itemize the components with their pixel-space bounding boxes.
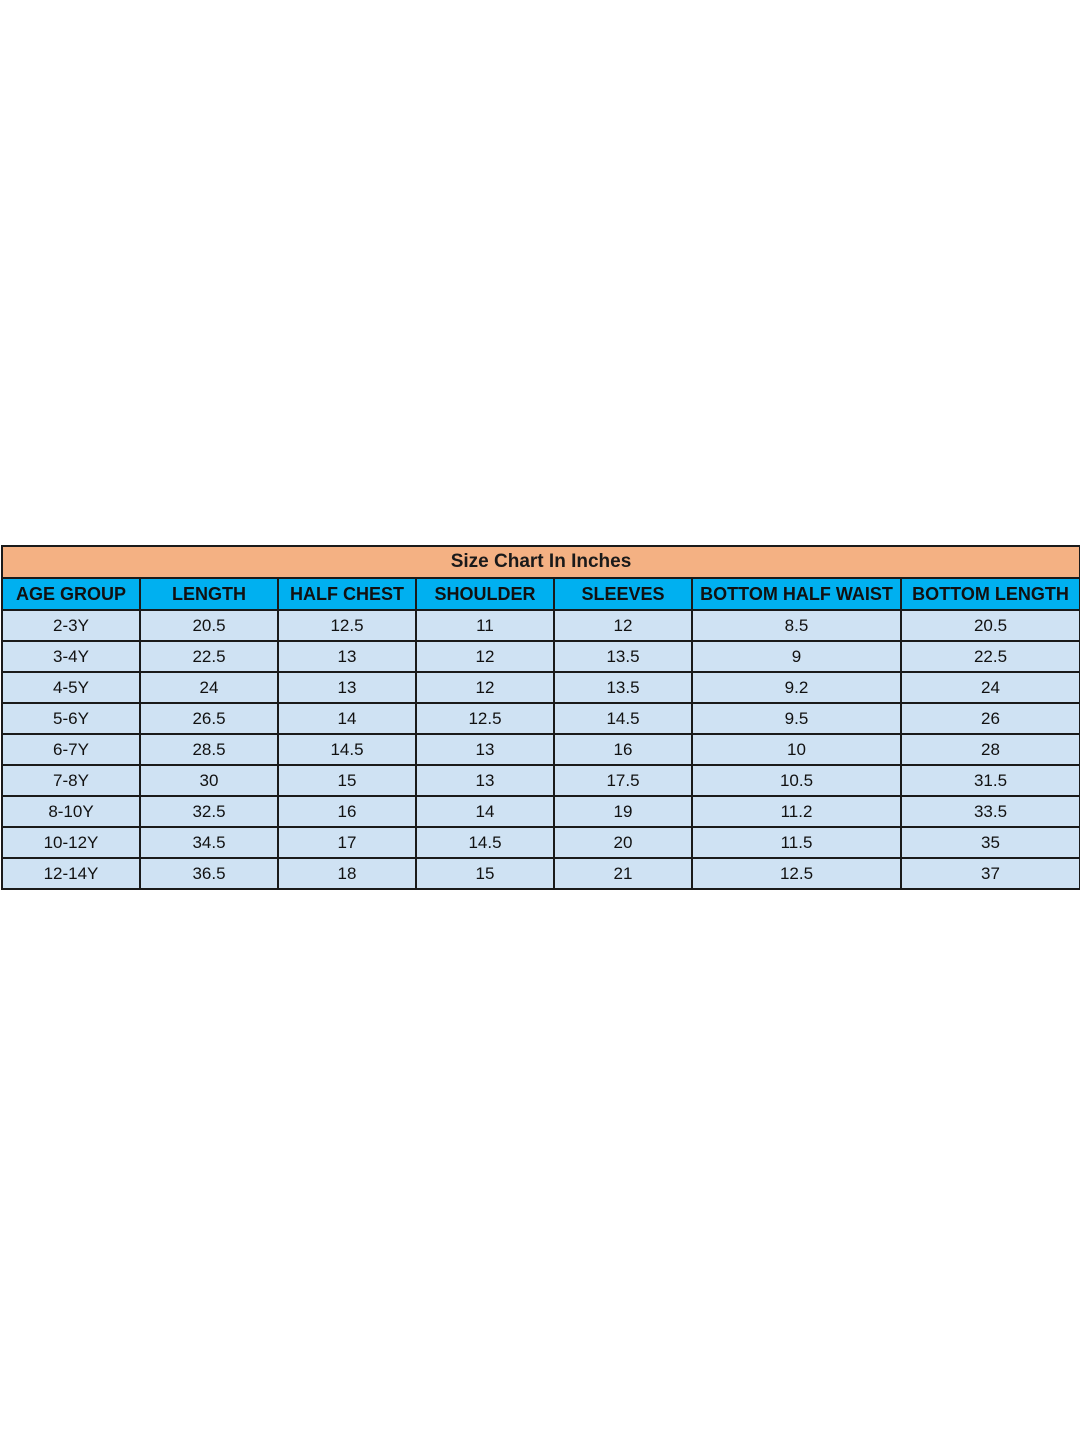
column-header: BOTTOM HALF WAIST [692, 578, 901, 610]
measurement-cell: 20 [554, 827, 692, 858]
measurement-cell: 12.5 [692, 858, 901, 889]
measurement-cell: 26.5 [140, 703, 278, 734]
measurement-cell: 16 [278, 796, 416, 827]
column-header: SHOULDER [416, 578, 554, 610]
measurement-cell: 20.5 [901, 610, 1080, 641]
measurement-cell: 8.5 [692, 610, 901, 641]
size-chart-table [1, 545, 1080, 890]
measurement-cell: 12.5 [416, 703, 554, 734]
measurement-cell: 22.5 [140, 641, 278, 672]
measurement-cell: 11 [416, 610, 554, 641]
measurement-cell: 14.5 [278, 734, 416, 765]
measurement-cell: 24 [140, 672, 278, 703]
measurement-cell: 13 [416, 734, 554, 765]
age-group-cell: 3-4Y [2, 641, 140, 672]
title-row [2, 546, 1080, 578]
measurement-cell: 9.5 [692, 703, 901, 734]
measurement-cell: 34.5 [140, 827, 278, 858]
column-header: LENGTH [140, 578, 278, 610]
measurement-cell: 10.5 [692, 765, 901, 796]
measurement-cell: 31.5 [901, 765, 1080, 796]
measurement-cell: 15 [416, 858, 554, 889]
table-row [2, 703, 1080, 734]
table-row [2, 641, 1080, 672]
age-group-cell: 7-8Y [2, 765, 140, 796]
age-group-cell: 4-5Y [2, 672, 140, 703]
table-row [2, 858, 1080, 889]
measurement-cell: 10 [692, 734, 901, 765]
size-chart-container [1, 545, 1079, 890]
measurement-cell: 15 [278, 765, 416, 796]
column-header: BOTTOM LENGTH [901, 578, 1080, 610]
measurement-cell: 14.5 [416, 827, 554, 858]
measurement-cell: 22.5 [901, 641, 1080, 672]
table-body [2, 610, 1080, 889]
table-row [2, 765, 1080, 796]
table-row [2, 796, 1080, 827]
chart-title: Size Chart In Inches [2, 546, 1080, 578]
measurement-cell: 12 [416, 641, 554, 672]
measurement-cell: 13 [278, 641, 416, 672]
measurement-cell: 33.5 [901, 796, 1080, 827]
measurement-cell: 26 [901, 703, 1080, 734]
measurement-cell: 14.5 [554, 703, 692, 734]
column-header: HALF CHEST [278, 578, 416, 610]
measurement-cell: 11.2 [692, 796, 901, 827]
age-group-cell: 8-10Y [2, 796, 140, 827]
measurement-cell: 19 [554, 796, 692, 827]
measurement-cell: 21 [554, 858, 692, 889]
measurement-cell: 13 [278, 672, 416, 703]
measurement-cell: 13.5 [554, 672, 692, 703]
measurement-cell: 24 [901, 672, 1080, 703]
age-group-cell: 2-3Y [2, 610, 140, 641]
measurement-cell: 12 [416, 672, 554, 703]
measurement-cell: 12.5 [278, 610, 416, 641]
table-row [2, 827, 1080, 858]
measurement-cell: 36.5 [140, 858, 278, 889]
measurement-cell: 11.5 [692, 827, 901, 858]
measurement-cell: 12 [554, 610, 692, 641]
column-header: AGE GROUP [2, 578, 140, 610]
measurement-cell: 13 [416, 765, 554, 796]
measurement-cell: 35 [901, 827, 1080, 858]
column-header: SLEEVES [554, 578, 692, 610]
age-group-cell: 10-12Y [2, 827, 140, 858]
table-row [2, 672, 1080, 703]
measurement-cell: 13.5 [554, 641, 692, 672]
age-group-cell: 6-7Y [2, 734, 140, 765]
table-row [2, 734, 1080, 765]
header-row [2, 578, 1080, 610]
measurement-cell: 28.5 [140, 734, 278, 765]
measurement-cell: 30 [140, 765, 278, 796]
measurement-cell: 17 [278, 827, 416, 858]
age-group-cell: 5-6Y [2, 703, 140, 734]
measurement-cell: 28 [901, 734, 1080, 765]
age-group-cell: 12-14Y [2, 858, 140, 889]
measurement-cell: 37 [901, 858, 1080, 889]
measurement-cell: 16 [554, 734, 692, 765]
measurement-cell: 32.5 [140, 796, 278, 827]
measurement-cell: 9 [692, 641, 901, 672]
measurement-cell: 17.5 [554, 765, 692, 796]
table-row [2, 610, 1080, 641]
measurement-cell: 18 [278, 858, 416, 889]
measurement-cell: 14 [416, 796, 554, 827]
measurement-cell: 20.5 [140, 610, 278, 641]
measurement-cell: 14 [278, 703, 416, 734]
measurement-cell: 9.2 [692, 672, 901, 703]
